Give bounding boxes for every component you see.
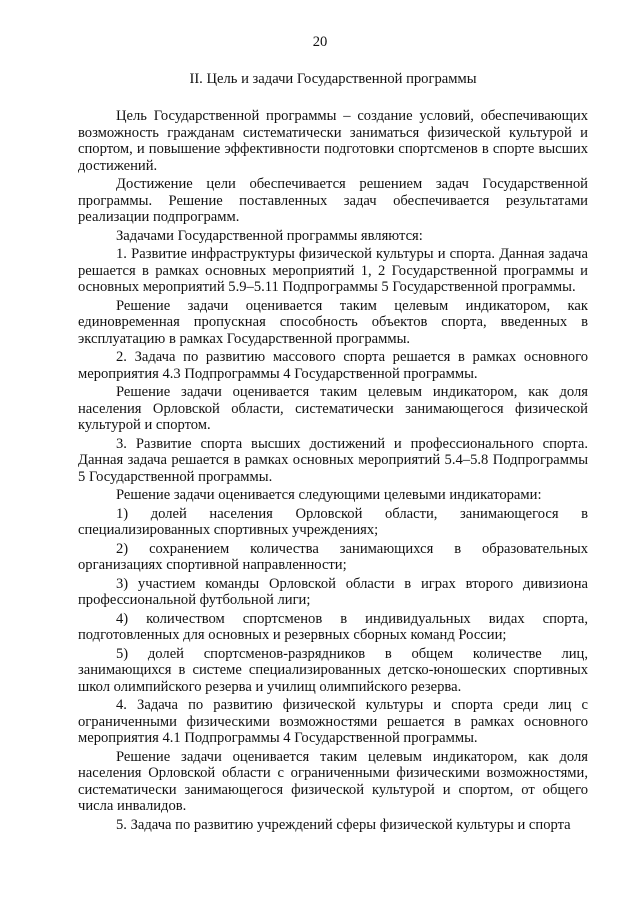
paragraph-task-5: 5. Задача по развитию учреждений сферы физической культуры и спорта <box>116 816 571 833</box>
paragraph-task-3-indicator-5: 5) долей спортсменов-разрядников в общем количестве лиц, занимающихся в системе специализированных детско-юношеских спортивных школ олимпийского резерва и училищ олимпийского резерва. <box>78 645 588 695</box>
paragraph-task-4: 4. Задача по развитию физической культуры и спорта среди лиц с ограниченными физическими возможностями решается в рамках основного мероприятия 4.1 Подпрограммы 4 Государственной программы. <box>78 697 588 746</box>
paragraph-task-2: 2. Задача по развитию массового спорта решается в рамках основного мероприятия 4.3 Подпрограммы 4 Государственной программы. <box>78 349 588 382</box>
paragraph-task-4-indicator: Решение задачи оценивается таким целевым индикатором, как доля населения Орловской области с ограниченными физическими возможностями, систематически занимающегося физической культурой и спортом, от общего числа инвалидов. <box>78 748 588 814</box>
paragraph-task-3-indicator-3: 3) участием команды Орловской области в играх второго дивизиона профессиональной футбольной лиги; <box>78 575 588 608</box>
paragraph-task-2-indicator: Решение задачи оценивается таким целевым индикатором, как доля населения Орловской области, систематически занимающегося физической культурой и спортом. <box>78 384 588 433</box>
paragraph-goal-achievement: Достижение цели обеспечивается решением задач Государственной программы. Решение поставленных задач обеспечивается результатами реализации подпрограмм. <box>78 176 588 225</box>
document-body <box>78 108 588 835</box>
paragraph-task-3-indicators-intro: Решение задачи оценивается следующими целевыми индикаторами: <box>116 487 542 503</box>
paragraph-task-3: 3. Развитие спорта высших достижений и профессионального спорта. Данная задача решается в рамках основных мероприятий 5.4–5.8 Подпрограммы 5 Государственной программы. <box>78 435 588 485</box>
page-number: 20 <box>312 34 328 50</box>
paragraph-task-1: 1. Развитие инфраструктуры физической культуры и спорта. Данная задача решается в рамках основных мероприятий 1, 2 Государственной программы и основных мероприятий 5.9–5.11 Подпрограммы 5 Государственной программы. <box>78 246 588 295</box>
paragraph-tasks-intro: Задачами Государственной программы являются: <box>116 227 423 244</box>
paragraph-goal: Цель Государственной программы – создание условий, обеспечивающих возможность гражданам систематически заниматься физической культурой и спортом, и повышение эффективности подготовки спортсменов в спорте высших достижений. <box>78 108 588 174</box>
paragraph-task-3-indicator-2: 2) сохранением количества занимающихся в образовательных организациях спортивной направленности; <box>78 540 588 573</box>
paragraph-task-1-indicator: Решение задачи оценивается таким целевым индикатором, как единовременная пропускная способность объектов спорта, введенных в эксплуатацию в рамках Государственной программы. <box>78 297 588 347</box>
section-title: II. Цель и задачи Государственной программы <box>189 71 477 87</box>
paragraph-task-3-indicator-1: 1) долей населения Орловской области, занимающегося в специализированных спортивных учреждениях; <box>78 505 588 538</box>
paragraph-task-3-indicator-4: 4) количеством спортсменов в индивидуальных видах спорта, подготовленных для основных и резервных сборных команд России; <box>78 610 588 643</box>
